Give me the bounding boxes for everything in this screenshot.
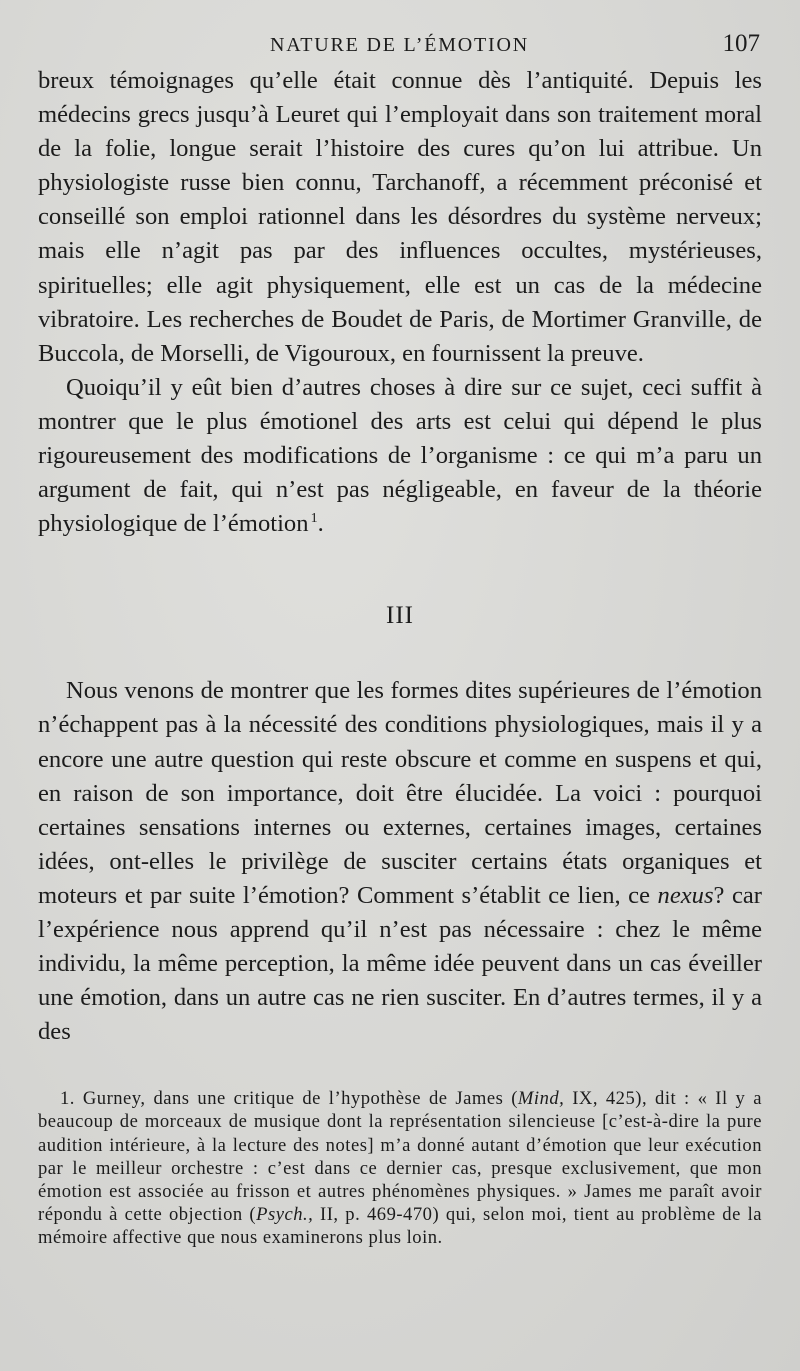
book-page — [38, 28, 762, 1249]
section-text-before: Nous venons de montrer que les formes dites supérieures de l’émotion n’échappent pas à la nécessité des conditions physiologiques, mais il y a encore une autre question qui reste obscure et comme en suspens et qui, en raison de son importance, doit être élucidée. La voici : pourquoi certaines sensations internes ou externes, certaines images, certaines idées, ont-elles le privilège de susciter certains états organiques et moteurs et par suite l’émotion? Comment s’établit ce lien, ce — [38, 677, 762, 909]
paragraph-continued: breux témoignages qu’elle était connue dès l’antiquité. Depuis les médecins grecs jusqu’à Leuret qui l’employait dans son traitement moral de la folie, longue serait l’histoire des cures qu’on lui attribue. Un physiologiste russe bien connu, Tarchanoff, a récemment préconisé et conseillé son emploi rationnel dans les désordres du système nerveux; mais elle n’agit pas par des influences occultes, mystérieuses, spirituelles; elle agit physiquement, elle est un cas de la médecine vibratoire. Les recherches de Boudet de Paris, de Mortimer Granville, de Buccola, de Morselli, de Vigouroux, en fournissent la preuve. — [38, 67, 762, 367]
footnote-part-3: II, p. 469-470) qui, selon moi, tient au problème de la mémoire affective que nous examinerons plus loin. — [38, 1203, 763, 1248]
footnote-mind-italic: Mind, — [517, 1088, 565, 1110]
page-number: 107 — [722, 30, 760, 57]
main-text — [38, 64, 762, 1049]
page-header — [38, 28, 762, 64]
footnote-part-2: IX, 425), dit : « Il y a beaucoup de morceaux de musique dont la représentation silencieuse [c’est-à-dire la pure audition intérieure, à la lecture des notes] m’a donné autant d’émotion que leur exécution par le meilleur orchestre : c’est dans ce dernier cas, presque exclusivement, que mon émotion est associée au frisson et autres phénomènes physiques. » James me paraît avoir répondu à cette objection ( — [38, 1088, 762, 1225]
paragraph-section-three — [38, 674, 762, 1049]
section-text-italic: nexus — [657, 881, 714, 909]
footnote-psych-italic: Psych., — [256, 1203, 314, 1225]
footnote-part-1: 1. Gurney, dans une critique de l’hypothèse de James ( — [60, 1088, 518, 1110]
running-title: NATURE DE L’ÉMOTION — [270, 34, 529, 56]
footnote-text — [38, 1087, 762, 1249]
paragraph-music-text: Quoiqu’il y eût bien d’autres choses à dire sur ce sujet, ceci suffit à montrer que le plus émotionel des arts est celui qui dépend le plus rigoureusement des modifications de l’organisme : ce qui m’a paru un argument de fait, qui n’est pas négligeable, en faveur de la théorie physiologique de l’émotion — [38, 373, 762, 538]
footnote-reference: 1 — [310, 511, 318, 527]
footnote — [38, 1087, 762, 1249]
section-heading: III — [386, 602, 414, 630]
section-text-after: ? car l’expérience nous apprend qu’il n’est pas nécessaire : chez le même individu, la même perception, la même idée peuvent dans un cas éveiller une émotion, dans un autre cas ne rien susciter. En d’autres termes, il y a des — [38, 881, 762, 1046]
paragraph-music-argument: Quoiqu’il y eût bien d’autres choses à dire sur ce sujet, ceci suffit à montrer que le plus émotionel des arts est celui qui dépend le plus rigoureusement des modifications de l’organisme : ce qui m’a paru un argument de fait, qui n’est pas négligeable, en faveur de la théorie physiologique de l’émotion $^1$. — [38, 373, 762, 538]
